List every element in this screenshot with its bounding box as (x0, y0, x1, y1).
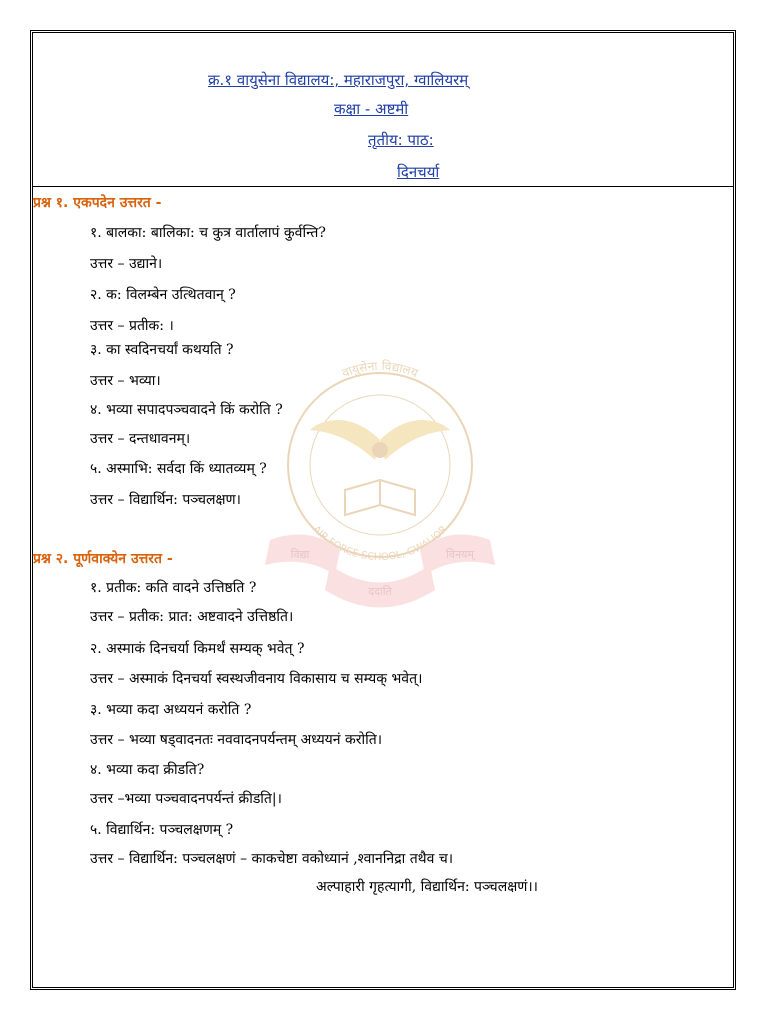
section2-question-4: ४. भव्या कदा क्रीडति? (90, 762, 205, 778)
header-divider (32, 186, 734, 187)
logo-ribbon-center: ददाति (368, 585, 392, 598)
page-border (30, 30, 736, 990)
section2-question-5: ५. विद्यार्थिन: पञ्चलक्षणम् ? (90, 822, 234, 838)
section1-answer-1: उत्तर – उद्याने। (90, 256, 163, 272)
section1-question-1: १. बालका: बालिका: च कुत्र वार्तालापं कुर्वन्ति? (90, 225, 326, 241)
section2-heading: प्रश्न २. पूर्णवाक्येन उत्तरत - (33, 551, 173, 567)
school-name-heading: क्र.१ वायुसेना विद्यालय:, महाराजपुरा, ग्वालियरम् (208, 71, 469, 89)
section2-answer-3: उत्तर – भव्या षड्वादनतः नववादनपर्यन्तम् अध्ययनं करोति। (90, 732, 383, 748)
lesson-title-heading: दिनचर्या (397, 163, 440, 181)
section1-question-5: ५. अस्माभि: सर्वदा किं ध्यातव्यम् ? (90, 461, 267, 477)
section2-answer-4: उत्तर –भव्या पञ्चवादनपर्यन्तं क्रीडति|। (90, 791, 282, 807)
section2-question-1: १. प्रतीक: कति वादने उत्तिष्ठति ? (90, 580, 257, 596)
logo-ribbon-left: विद्या (290, 548, 310, 561)
section1-question-2: २. क: विलम्बेन उत्थितवान् ? (90, 287, 236, 303)
logo-ring-text: AIR FORCE SCHOOL, GWALIOR (310, 524, 450, 564)
section1-question-3: ३. का स्वदिनचर्यां कथयति ? (90, 342, 234, 358)
lesson-number-heading: तृतीय: पाठ: (368, 131, 434, 149)
section1-answer-2: उत्तर – प्रतीक: । (90, 318, 174, 334)
section2-answer-5: उत्तर – विद्यार्थिन: पञ्चलक्षणं – काकचेष्टा वकोध्यानं ,श्वाननिद्रा तथैव च। (90, 851, 454, 867)
section1-answer-5: उत्तर – विद्यार्थिन: पञ्चलक्षण। (90, 492, 241, 508)
logo-arc-text: वायुसेना विद्यालय (340, 358, 421, 381)
section2-question-2: २. अस्माकं दिनचर्या किमर्थं सम्यक् भवेत् ? (90, 641, 305, 657)
section1-answer-3: उत्तर – भव्या। (90, 373, 161, 389)
section2-answer-2: उत्तर – अस्माकं दिनचर्या स्वस्थजीवनाय विकासाय च सम्यक् भवेत्। (90, 671, 423, 687)
class-heading: कक्षा - अष्टमी (334, 100, 409, 118)
section2-closing-verse: अल्पाहारी गृहत्यागी, विद्यार्थिन: पञ्चलक्षणं।। (316, 879, 538, 895)
logo-ribbon-right: विनयम् (445, 548, 475, 561)
section1-answer-4: उत्तर – दन्तधावनम्। (90, 431, 191, 447)
section2-question-3: ३. भव्या कदा अध्ययनं करोति ? (90, 702, 252, 718)
section1-question-4: ४. भव्या सपादपञ्चवादने किं करोति ? (90, 402, 283, 418)
section1-heading: प्रश्न १. एकपदेन उत्तरत - (33, 195, 162, 211)
section2-answer-1: उत्तर – प्रतीक: प्रात: अष्टवादने उत्तिष्ठति। (90, 609, 294, 625)
